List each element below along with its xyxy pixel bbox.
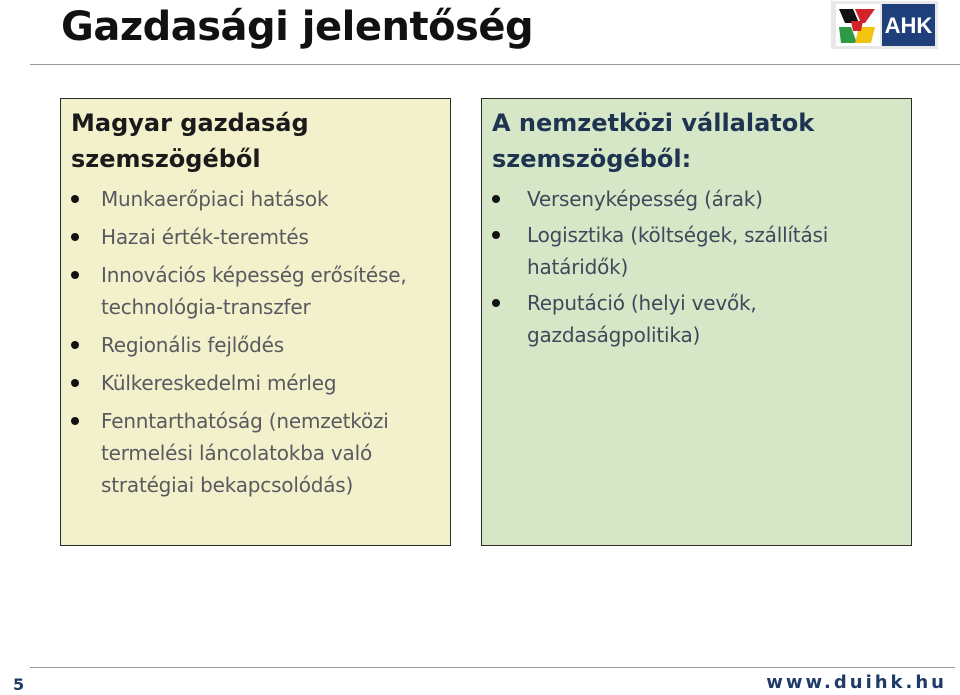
list-item: Versenyképesség (árak) xyxy=(482,183,911,215)
bullet-icon xyxy=(71,341,79,349)
bullet-icon xyxy=(71,379,79,387)
ahk-logo-icon xyxy=(831,1,938,49)
list-item: Hazai érték-teremtés xyxy=(61,221,450,253)
left-box-heading: Magyar gazdaság szemszögéből xyxy=(71,109,309,173)
list-item: Logisztika (költségek, szállítási határidők) xyxy=(482,219,911,283)
footer-divider xyxy=(30,667,955,668)
bullet-icon xyxy=(71,417,79,425)
bullet-icon xyxy=(492,231,500,239)
page-number: 5 xyxy=(13,675,25,694)
international-companies-box xyxy=(481,98,912,546)
website-link[interactable]: www.duihk.hu xyxy=(766,672,947,693)
list-item: Regionális fejlődés xyxy=(61,329,450,361)
list-item: Innovációs képesség erősítése, technológia-transzfer xyxy=(61,259,450,323)
bullet-icon xyxy=(71,233,79,241)
ahk-logo xyxy=(831,1,938,49)
bullet-icon xyxy=(492,195,500,203)
right-box-heading: A nemzetközi vállalatok szemszögéből: xyxy=(492,109,815,173)
list-item: Külkereskedelmi mérleg xyxy=(61,367,450,399)
bullet-icon xyxy=(492,299,500,307)
list-item: Reputáció (helyi vevők, gazdaságpolitika) xyxy=(482,287,911,351)
bullet-icon xyxy=(71,271,79,279)
page-title: Gazdasági jelentőség xyxy=(61,4,534,50)
list-item: Munkaerőpiaci hatások xyxy=(61,183,450,215)
header-divider xyxy=(30,64,960,65)
hungarian-economy-box xyxy=(60,98,451,546)
logo-text: AHK xyxy=(884,13,933,38)
right-bullet-list xyxy=(482,183,911,351)
bullet-icon xyxy=(71,195,79,203)
list-item: Fenntarthatóság (nemzetközi termelési láncolatokba való stratégiai bekapcsolódás) xyxy=(61,405,450,501)
left-bullet-list xyxy=(61,183,450,501)
